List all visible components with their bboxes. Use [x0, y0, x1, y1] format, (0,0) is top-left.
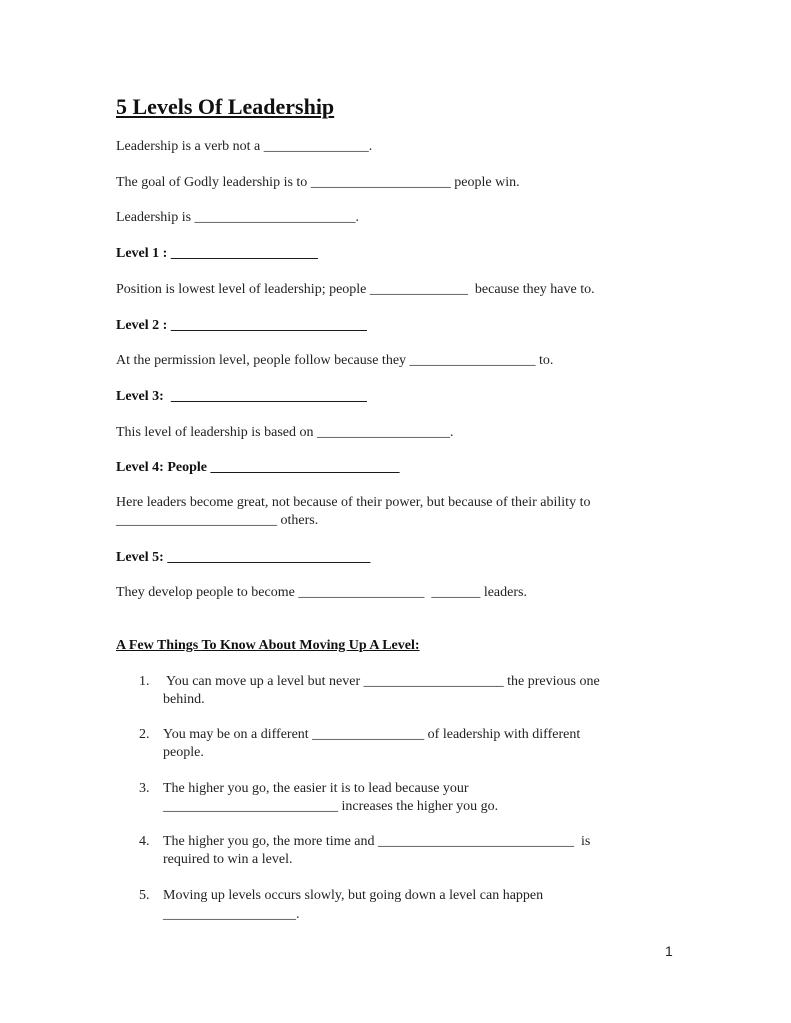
level-1-description: Position is lowest level of leadership; people ______________ because they have to.: [116, 282, 595, 297]
list-item-text: Moving up levels occurs slowly, but going down a level can happen: [163, 888, 544, 903]
list-item-number: 3.: [139, 781, 150, 796]
level-1-heading: Level 1 : _____________________: [116, 246, 318, 261]
section-heading: A Few Things To Know About Moving Up A Level:: [116, 638, 420, 653]
list-item-text-continued: people.: [163, 745, 204, 760]
list-item-text: You can move up a level but never ____________________ the previous one: [163, 674, 600, 689]
list-item-text-continued: ___________________.: [163, 907, 300, 922]
list-item-text: The higher you go, the more time and ____________________________ is: [163, 834, 591, 849]
level-3-description: This level of leadership is based on ___________________.: [116, 425, 454, 440]
level-5-description: They develop people to become __________________ _______ leaders.: [116, 585, 527, 600]
list-item-number: 4.: [139, 834, 150, 849]
list-item-text-continued: behind.: [163, 692, 205, 707]
list-item-number: 5.: [139, 888, 150, 903]
level-4-heading: Level 4: People ___________________________: [116, 460, 400, 475]
list-item-number: 2.: [139, 727, 150, 742]
page-number: 1: [665, 943, 673, 959]
list-item-number: 1.: [139, 674, 150, 689]
level-2-heading: Level 2 : ____________________________: [116, 318, 367, 333]
list-item-text-continued: _________________________ increases the higher you go.: [163, 799, 499, 814]
level-2-description: At the permission level, people follow because they __________________ to.: [116, 353, 554, 368]
level-4-description-line-2: _______________________ others.: [116, 513, 319, 528]
statement-verb: Leadership is a verb not a _______________.: [116, 139, 373, 154]
level-3-heading: Level 3: ____________________________: [116, 389, 367, 404]
statement-goal: The goal of Godly leadership is to ____________________ people win.: [116, 175, 520, 190]
level-4-description-line-1: Here leaders become great, not because of their power, but because of their ability to: [116, 495, 591, 510]
list-item-text: The higher you go, the easier it is to lead because your: [163, 781, 469, 796]
list-item-text-continued: required to win a level.: [163, 852, 293, 867]
level-5-heading: Level 5: _____________________________: [116, 550, 371, 565]
statement-leadership-is: Leadership is _______________________.: [116, 210, 360, 225]
list-item-text: You may be on a different ________________ of leadership with different: [163, 727, 581, 742]
page-title: 5 Levels Of Leadership: [116, 94, 335, 119]
